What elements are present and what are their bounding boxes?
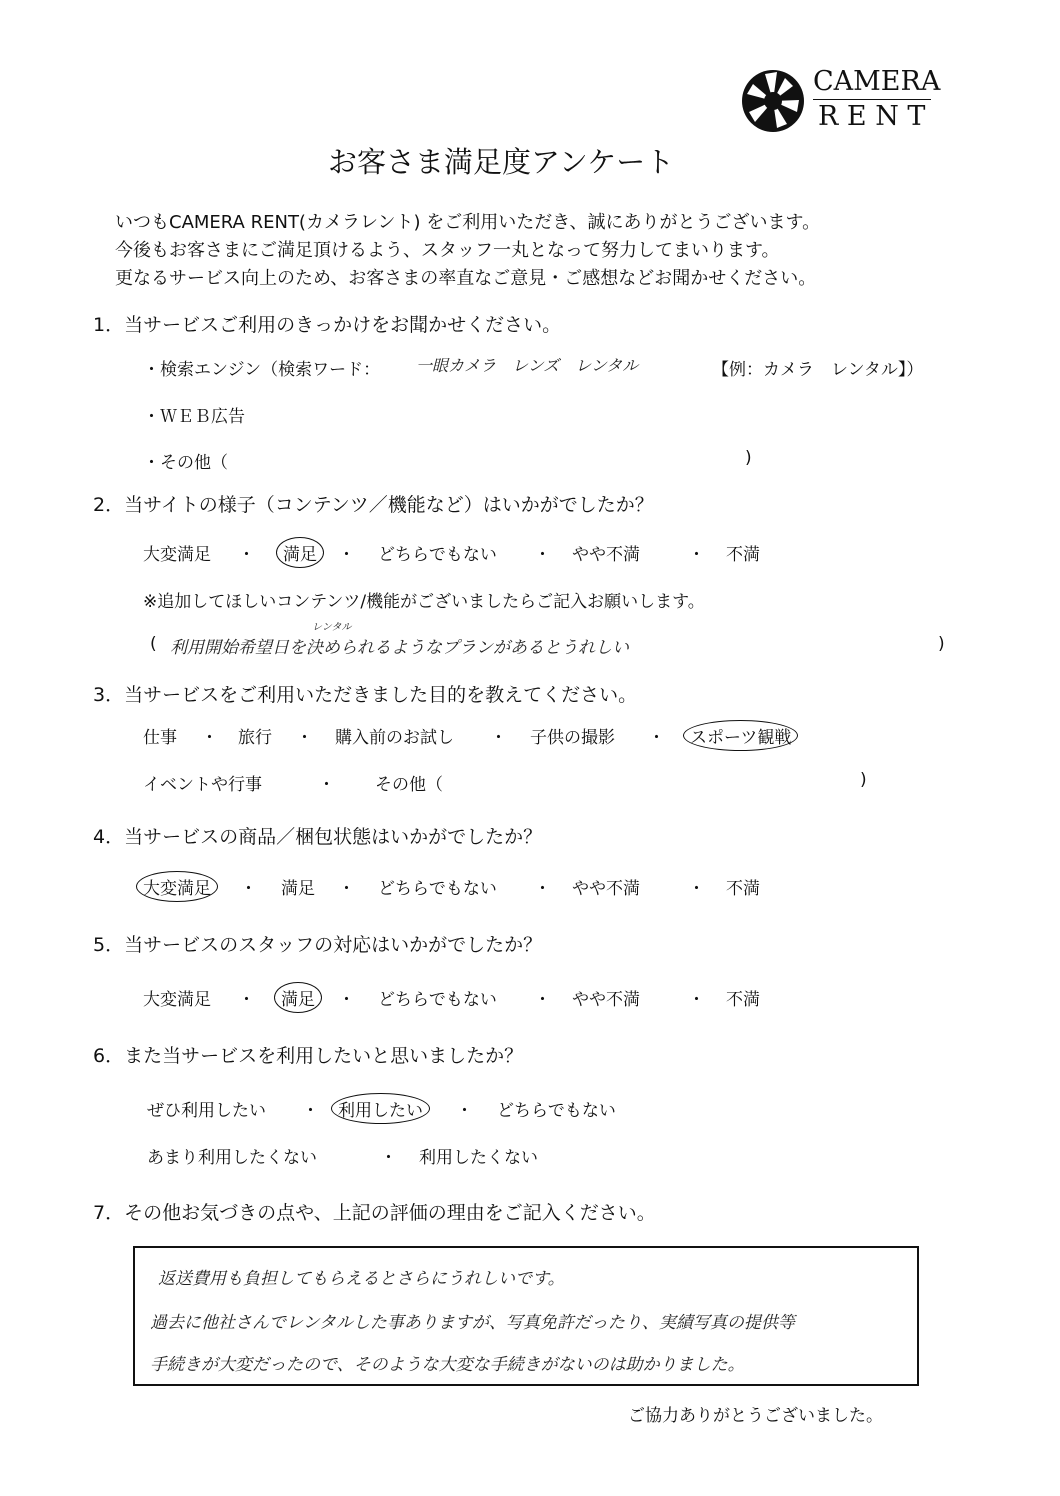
q3-option-events: イベントや行事 — [143, 775, 262, 795]
q3-option-other: その他（ — [375, 775, 443, 795]
dot: ・ — [338, 879, 355, 899]
q2-option-satisfied-selected: 満足 — [276, 537, 324, 568]
intro-line-2: 今後もお客さまにご満足頂けるよう、スタッフ一丸となって努力してまいります。 — [115, 240, 780, 261]
q2-answer-open: ( — [150, 634, 157, 654]
dot: ・ — [338, 990, 355, 1010]
q4-option-somewhat-dissatisfied: やや不満 — [572, 879, 640, 899]
q6-option-yes-selected: 利用したい — [331, 1093, 430, 1124]
dot: ・ — [534, 545, 551, 565]
q5-option-very-satisfied: 大変満足 — [143, 990, 211, 1010]
question-1: 1．当サービスご利用のきっかけをお聞かせください。 — [93, 314, 562, 336]
q5-option-somewhat-dissatisfied: やや不満 — [572, 990, 640, 1010]
q4-option-neutral: どちらでもない — [378, 879, 497, 899]
q2-answer-close: ) — [938, 634, 945, 654]
question-6: 6．また当サービスを利用したいと思いましたか？ — [93, 1045, 524, 1067]
question-5: 5．当サービスのスタッフの対応はいかがでしたか？ — [93, 934, 543, 956]
q2-option-somewhat-dissatisfied: やや不満 — [572, 545, 640, 565]
q5-option-satisfied-selected: 満足 — [274, 982, 322, 1013]
dot: ・ — [688, 990, 705, 1010]
q3-option-trial: 購入前のお試し — [335, 728, 454, 748]
dot: ・ — [648, 728, 665, 748]
dot: ・ — [302, 1101, 319, 1121]
q4-option-satisfied: 満足 — [281, 879, 315, 899]
dot: ・ — [534, 879, 551, 899]
dot: ・ — [688, 545, 705, 565]
question-7: 7．その他お気づきの点や、上記の評価の理由をご記入ください。 — [93, 1202, 656, 1224]
q4-option-very-satisfied-selected: 大変満足 — [136, 871, 218, 902]
q2-option-dissatisfied: 不満 — [726, 545, 760, 565]
q2-answer-ruby: レンタル — [312, 622, 352, 633]
q6-option-definitely: ぜひ利用したい — [147, 1101, 266, 1121]
brand-divider — [813, 99, 931, 100]
q6-option-not-much: あまり利用したくない — [147, 1148, 317, 1168]
dot: ・ — [534, 990, 551, 1010]
camera-shutter-logo-icon — [741, 66, 805, 136]
q2-option-very-satisfied: 大変満足 — [143, 545, 211, 565]
q1-other-close: ) — [745, 448, 752, 468]
q3-other-close: ) — [860, 770, 867, 790]
dot: ・ — [238, 990, 255, 1010]
q1-other-option: ・その他（ — [143, 453, 228, 473]
dot: ・ — [240, 879, 257, 899]
q2-option-neutral: どちらでもない — [378, 545, 497, 565]
q7-comment-line-2: 過去に他社さんでレンタルした事ありますが、写真免許だったり、実績写真の提供等 — [150, 1313, 795, 1333]
q1-web-ad-option: ・ＷＥＢ広告 — [143, 407, 245, 427]
q7-comment-line-1: 返送費用も負担してもらえるとさらにうれしいです。 — [158, 1269, 565, 1289]
q5-option-dissatisfied: 不満 — [726, 990, 760, 1010]
intro-line-1: いつもCAMERA RENT(カメラレント) をご利用いただき、誠にありがとうございます。 — [115, 212, 821, 233]
question-4: 4．当サービスの商品／梱包状態はいかがでしたか？ — [93, 826, 543, 848]
brand-subname: R E N T — [818, 101, 926, 132]
brand-name: CAMERA — [813, 66, 941, 97]
q2-answer: 利用開始希望日を決められるようなプランがあるとうれしい — [170, 638, 629, 658]
q3-option-travel: 旅行 — [238, 728, 272, 748]
question-3: 3．当サービスをご利用いただきました目的を教えてください。 — [93, 684, 638, 706]
intro-line-3: 更なるサービス向上のため、お客さまの率直なご意見・ご感想などお聞かせください。 — [115, 268, 817, 289]
q5-option-neutral: どちらでもない — [378, 990, 497, 1010]
dot: ・ — [490, 728, 507, 748]
dot: ・ — [380, 1148, 397, 1168]
dot: ・ — [318, 775, 335, 795]
dot: ・ — [338, 545, 355, 565]
question-2: 2．当サイトの様子（コンテンツ／機能など）はいかがでしたか？ — [93, 494, 654, 516]
q2-note: ※追加してほしいコンテンツ/機能がございましたらご記入お願いします。 — [143, 592, 705, 612]
page-title: お客さま満足度アンケート — [328, 145, 675, 179]
dot: ・ — [238, 545, 255, 565]
dot: ・ — [688, 879, 705, 899]
q1-search-word-answer: 一眼カメラ レンズ レンタル — [416, 356, 639, 375]
q7-comment-line-3: 手続きが大変だったので、そのような大変な手続きがないのは助かりました。 — [150, 1355, 745, 1375]
dot: ・ — [456, 1101, 473, 1121]
q6-option-no: 利用したくない — [419, 1148, 538, 1168]
q4-option-dissatisfied: 不満 — [726, 879, 760, 899]
q3-option-work: 仕事 — [143, 728, 177, 748]
q3-option-sports-selected: スポーツ観戦 — [683, 720, 798, 751]
dot: ・ — [296, 728, 313, 748]
q1-search-example: 【例：カメラ レンタル】） — [712, 360, 924, 380]
q6-option-neutral: どちらでもない — [497, 1101, 616, 1121]
q3-option-children: 子供の撮影 — [530, 728, 615, 748]
dot: ・ — [201, 728, 218, 748]
closing-message: ご協力ありがとうございました。 — [628, 1406, 883, 1426]
q1-search-engine-label: ・検索エンジン（検索ワード： — [143, 360, 381, 380]
